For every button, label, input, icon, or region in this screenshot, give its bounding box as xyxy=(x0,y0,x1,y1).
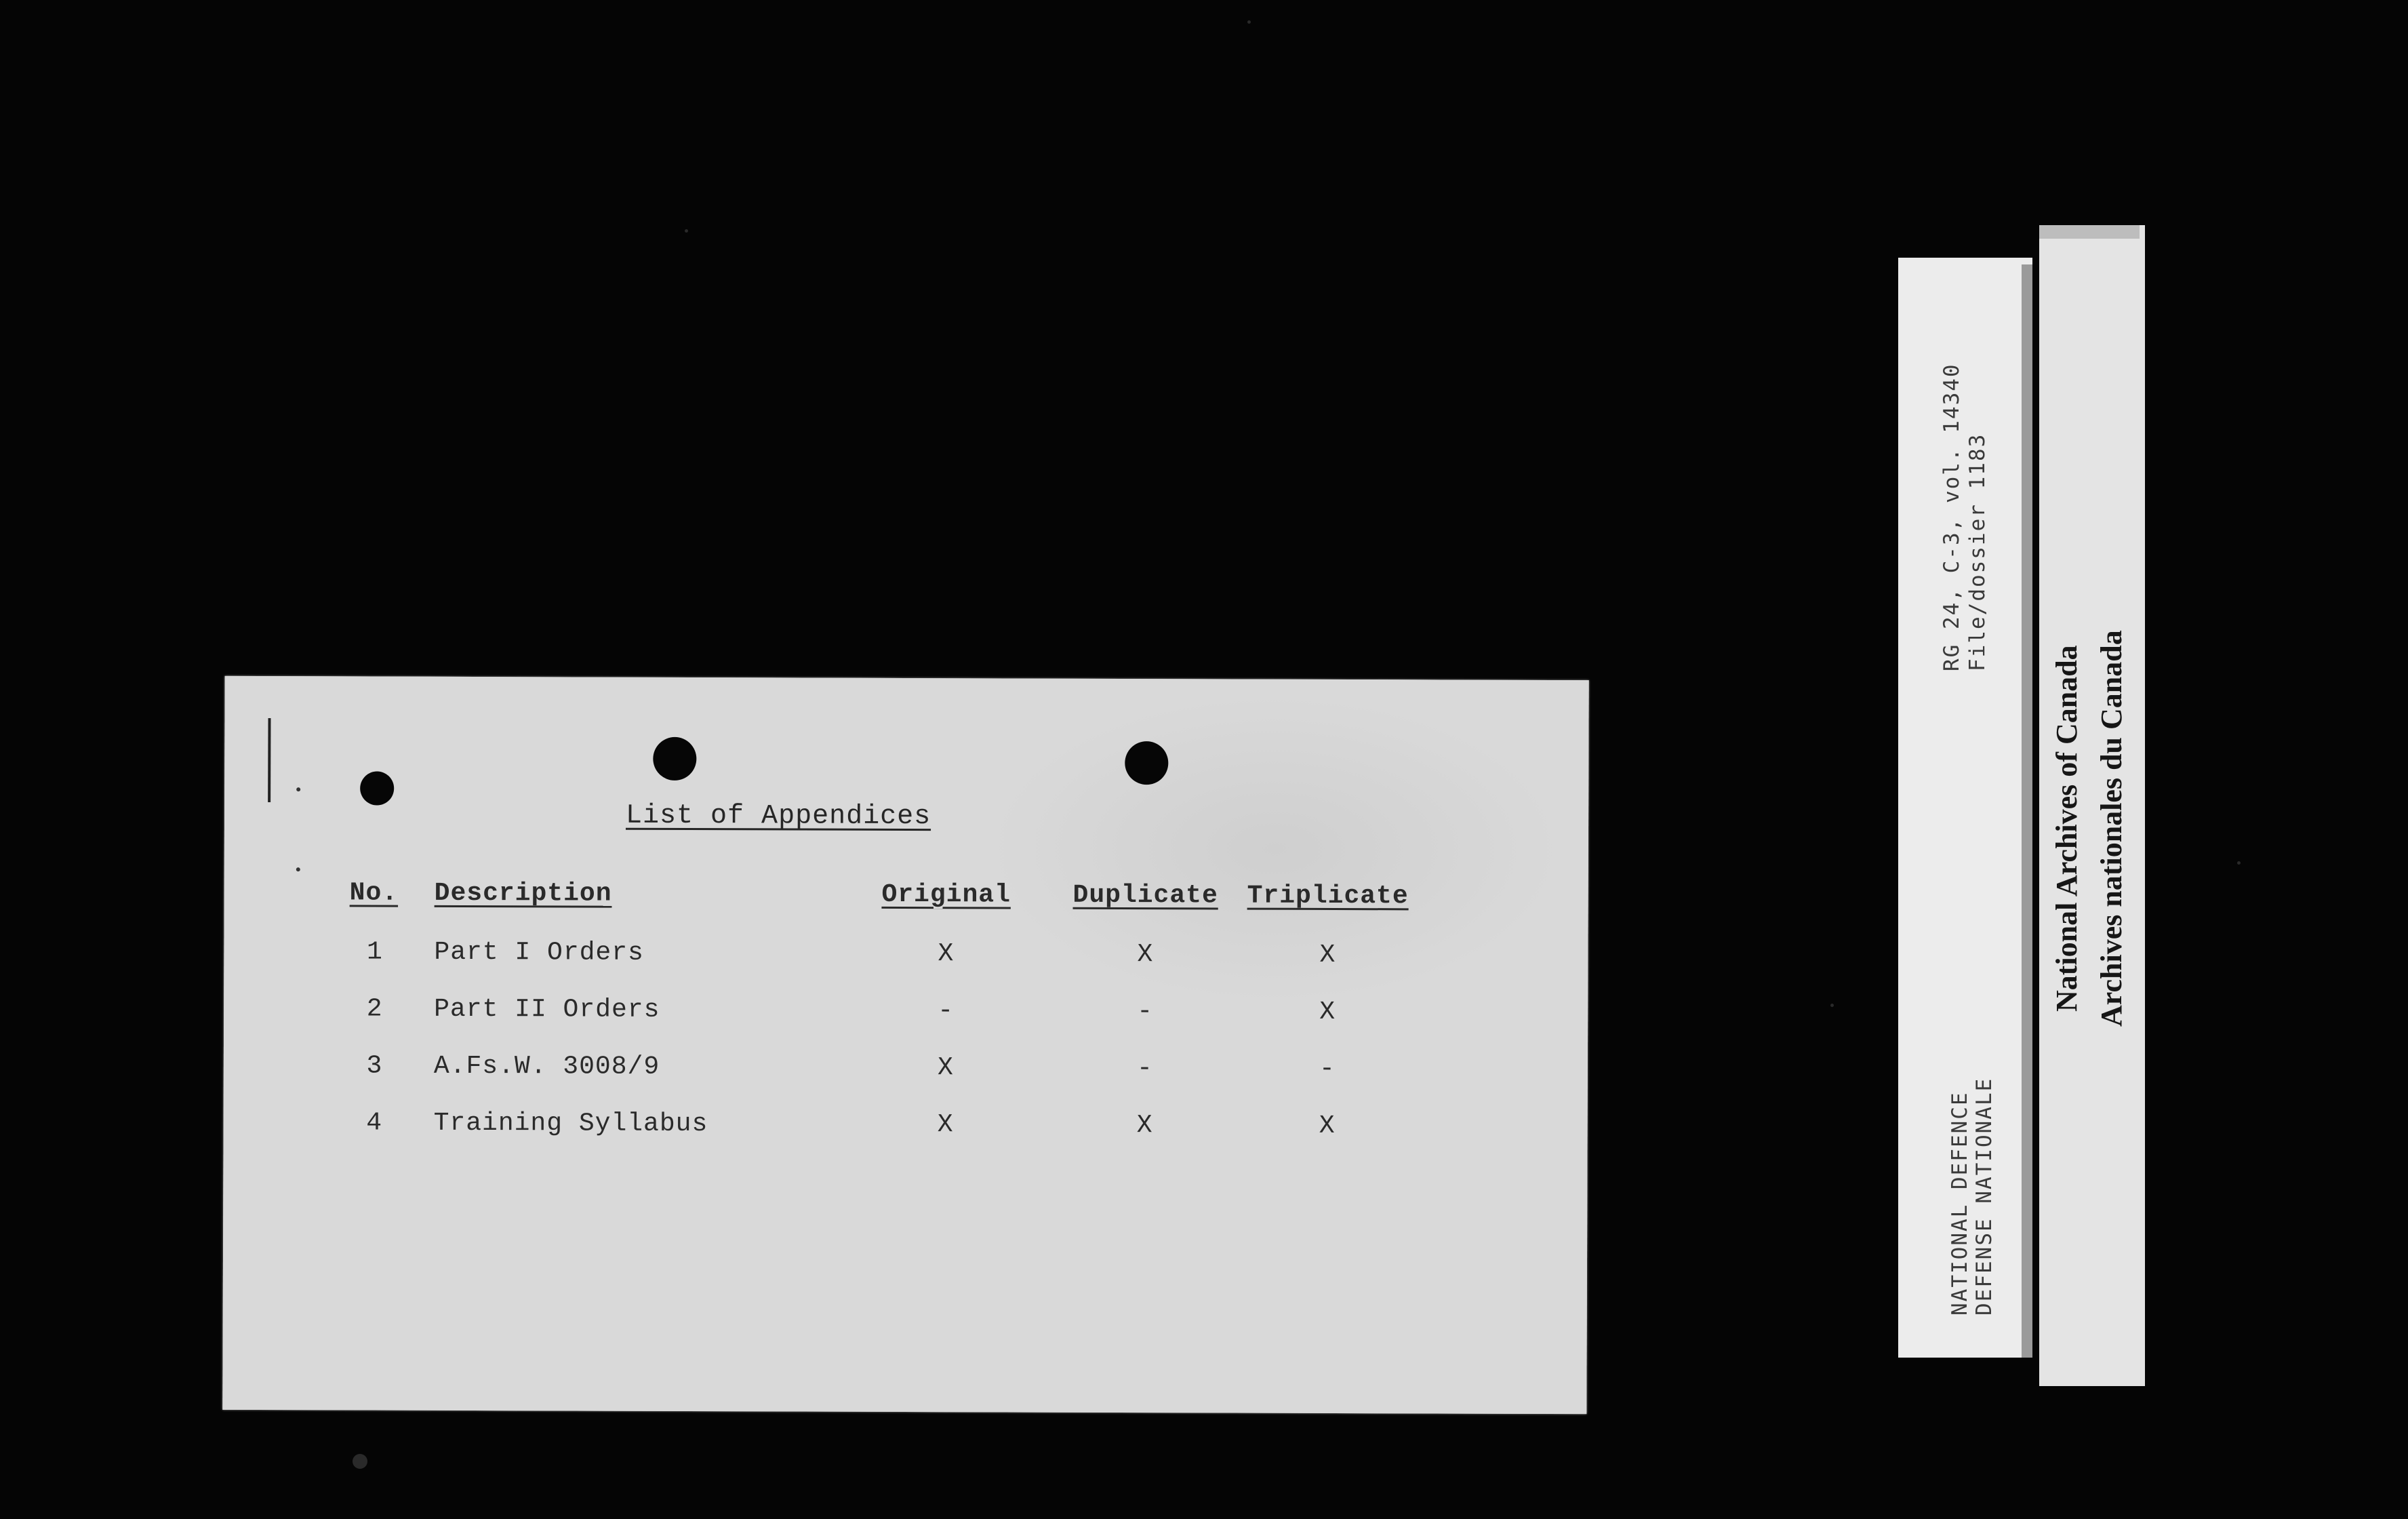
column-header-no: No. xyxy=(349,877,399,908)
row-description: A.Fs.W. 3008/9 xyxy=(433,1051,660,1082)
reference-volume: RG 24, C-3, vol. 14340 xyxy=(1940,363,1964,671)
dust-speck xyxy=(1830,1004,1834,1007)
appendices-index-card xyxy=(222,676,1588,1414)
row-triplicate-mark: X xyxy=(1319,997,1336,1027)
dust-speck xyxy=(353,1454,367,1469)
row-description: Part I Orders xyxy=(434,937,644,968)
row-number: 2 xyxy=(366,994,383,1024)
row-triplicate-mark: - xyxy=(1319,1054,1336,1084)
row-original-mark: X xyxy=(937,1109,954,1139)
appendices-table xyxy=(349,877,1416,1154)
margin-pencil-mark xyxy=(268,718,270,802)
column-header-triplicate: Triplicate xyxy=(1247,881,1409,911)
table-row xyxy=(349,923,1416,983)
row-duplicate-mark: - xyxy=(1136,1053,1153,1083)
margin-dot xyxy=(296,787,300,791)
row-number: 4 xyxy=(366,1108,383,1138)
margin-dot xyxy=(296,867,300,871)
row-description: Part II Orders xyxy=(434,994,660,1025)
row-triplicate-mark: X xyxy=(1319,1111,1336,1141)
row-original-mark: X xyxy=(938,939,955,968)
row-number: 1 xyxy=(366,937,383,967)
table-row xyxy=(349,1094,1416,1154)
table-header-row xyxy=(350,877,1416,926)
punch-hole xyxy=(1125,741,1168,785)
reference-file: File/dossier 1183 xyxy=(1965,433,1990,671)
department-en: NATIONAL DEFENCE xyxy=(1948,1091,1972,1316)
row-duplicate-mark: - xyxy=(1137,996,1154,1026)
archives-name-fr: Archives nationales du Canada xyxy=(2095,630,2128,1027)
card-title: List of Appendices xyxy=(625,800,931,833)
dust-speck xyxy=(2237,861,2241,865)
row-number: 3 xyxy=(366,1051,383,1081)
table-row xyxy=(349,980,1416,1040)
row-triplicate-mark: X xyxy=(1319,940,1336,970)
punch-hole xyxy=(653,737,696,781)
row-description: Training Syllabus xyxy=(433,1108,708,1139)
column-header-description: Description xyxy=(434,878,612,909)
department-fr: DEFENSE NATIONALE xyxy=(1972,1077,1996,1316)
row-original-mark: - xyxy=(938,995,955,1025)
table-row xyxy=(349,1037,1416,1097)
dust-speck xyxy=(1247,20,1251,24)
row-duplicate-mark: X xyxy=(1136,1110,1153,1140)
row-original-mark: X xyxy=(937,1052,954,1082)
dust-speck xyxy=(685,229,688,233)
strip-edge-shadow xyxy=(2022,264,2032,1358)
row-duplicate-mark: X xyxy=(1137,939,1154,969)
strip-top-edge xyxy=(2039,225,2140,239)
archives-name-en: National Archives of Canada xyxy=(2050,645,2083,1012)
column-header-original: Original xyxy=(881,880,1011,909)
punch-hole xyxy=(360,771,394,805)
column-header-duplicate: Duplicate xyxy=(1072,880,1218,910)
